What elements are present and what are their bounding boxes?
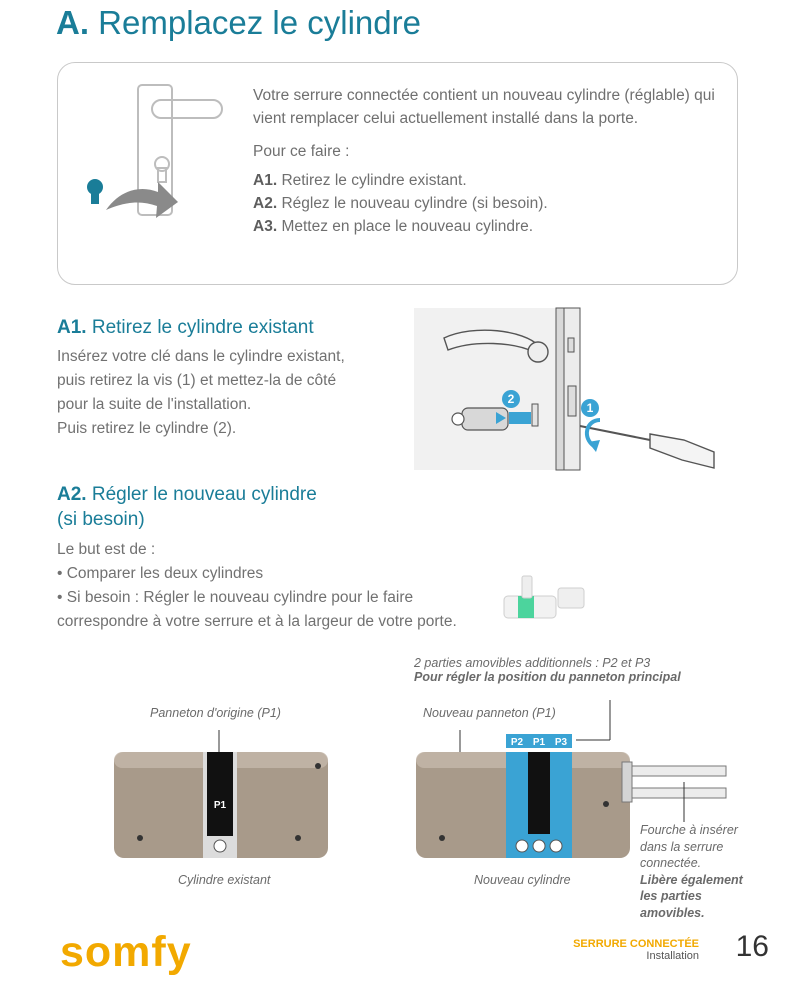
right-part-p3: P3 [554,737,568,748]
remove-cylinder-illustration [414,308,744,470]
left-label: Panneton d'origine (P1) [150,706,281,720]
title-letter: A. [56,4,89,41]
footer-section [573,938,699,962]
intro-lead: Votre serrure connectée contient un nouveau cylindre (réglable) qui vient remplacer celui actuellement installé dans la porte. [253,87,715,127]
fork-note: Fourche à insérer dans la serrure connectée. Libère également les parties amovibles. [640,823,743,920]
footer-product: SERRURE CONNECTÉE [573,938,699,950]
intro-step-a2: A2. Réglez le nouveau cylindre (si besoin). [253,195,548,212]
page-title [56,4,421,42]
section-a2-body: Le but est de : • Comparer les deux cylindres • Si besoin : Régler le nouveau cylindre pour le faire correspondre à votre serrure et à la largeur de votre porte. [57,541,457,630]
page-number: 16 [735,930,769,963]
left-part-label: P1 [213,800,227,811]
right-label: Nouveau panneton (P1) [423,706,556,720]
footer-subsection: Installation [646,950,699,962]
left-caption: Cylindre existant [178,873,271,887]
badge-2: 2 [507,392,515,406]
intro-step-a3: A3. Mettez en place le nouveau cylindre. [253,218,534,235]
section-a2-heading: A2. Régler le nouveau cylindre (si besoin) [57,484,317,530]
section-a1-body: Insérez votre clé dans le cylindre existant, puis retirez la vis (1) et mettez-la de côté pour la suite de l'installation. Puis retirez le cylindre (2). [57,348,345,437]
intro-step-a1: A1. Retirez le cylindre existant. [253,172,467,189]
top-note: 2 parties amovibles additionnels : P2 et P3 Pour régler la position du panneton principal [414,656,681,684]
somfy-logo: somfy [60,928,192,976]
right-part-p1: P1 [532,737,546,748]
title-text: Remplacez le cylindre [98,4,421,41]
existing-cylinder-diagram [108,722,334,866]
badge-1: 1 [586,401,594,415]
section-a1-heading: A1. Retirez le cylindre existant [57,317,314,338]
right-caption: Nouveau cylindre [474,873,571,887]
adjustable-cylinder-icon [500,572,590,632]
right-part-p2: P2 [510,737,524,748]
intro-pour-ce-faire: Pour ce faire : [253,143,350,160]
door-handle-illustration [80,80,230,230]
intro-text [253,84,728,238]
